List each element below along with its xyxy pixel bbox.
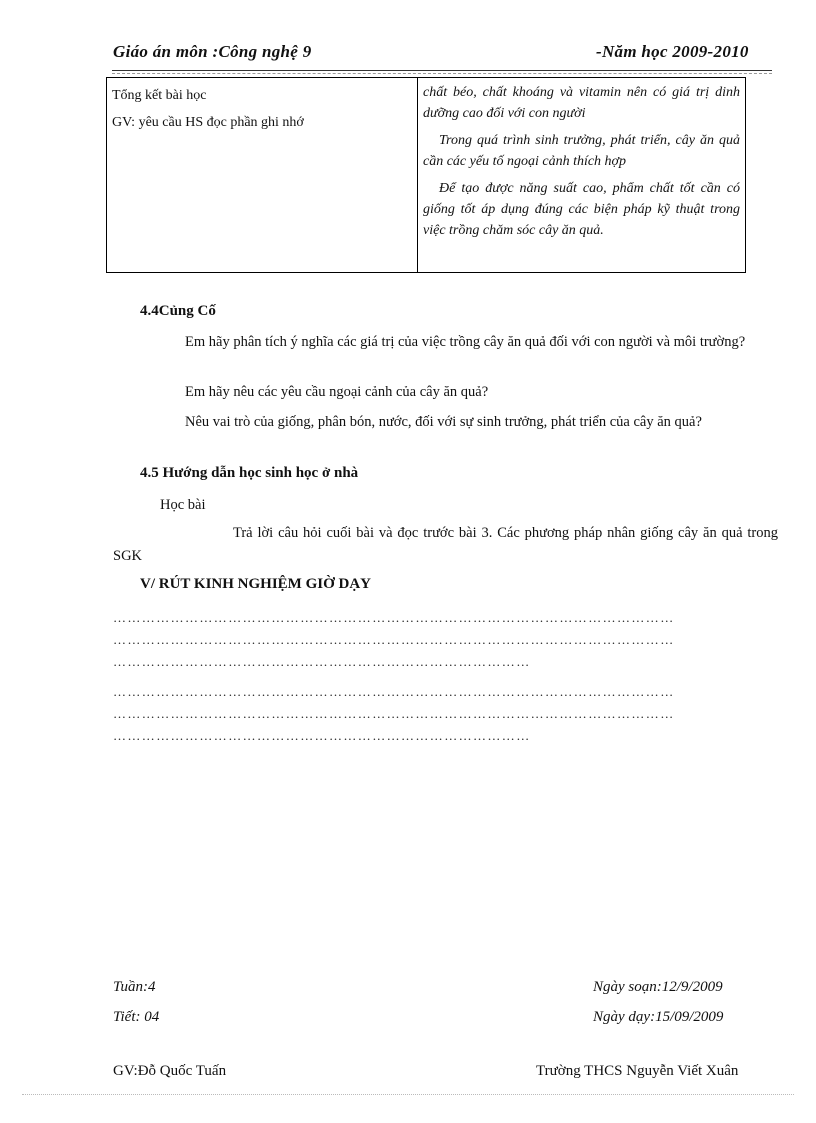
- table-right-cell: [418, 78, 746, 273]
- header-subject: Giáo án môn :Công nghệ 9: [113, 42, 312, 61]
- page-bottom-rule: [22, 1094, 794, 1095]
- section-title-homework: 4.5 Hướng dẫn học sinh học ở nhà: [140, 465, 359, 481]
- homework-line-2: Trả lời câu hỏi cuối bài và đọc trước bài 3. Các phương pháp nhân giống cây ăn quả trong SGK: [113, 525, 778, 564]
- question-1: Em hãy phân tích ý nghĩa các giá trị của việc trồng cây ăn quả đối với con người và môi trường?: [185, 334, 746, 350]
- prep-date: Ngày soạn:12/9/2009: [593, 979, 723, 995]
- dotted-line: ………………………………………………………………………………………………………: [113, 632, 675, 647]
- table-left-line: GV: yêu cầu HS đọc phần ghi nhớ: [112, 115, 304, 130]
- paragraph: [113, 522, 778, 568]
- paragraph: [113, 381, 778, 404]
- lesson-label: Tiết: 04: [113, 1009, 160, 1025]
- table-right-paragraph: chất béo, chất khoáng và vitamin nên có giá trị dinh dưỡng cao đối với con người: [423, 85, 740, 121]
- header-rule: [112, 70, 772, 71]
- question-2: Em hãy nêu các yêu cầu ngoại cảnh của cây ăn quả?: [185, 384, 489, 400]
- dotted-line: ………………………………………………………………………………………………………: [113, 610, 675, 625]
- header-school-year: -Năm học 2009-2010: [596, 42, 749, 61]
- teacher-name: GV:Đỗ Quốc Tuấn: [113, 1063, 227, 1079]
- question-3: Nêu vai trò của giống, phân bón, nước, đối với sự sinh trưởng, phát triển của cây ăn quả?: [185, 414, 702, 430]
- teach-date: Ngày dạy:15/09/2009: [593, 1009, 724, 1025]
- dotted-line: ………………………………………………………………………………………………………: [113, 684, 675, 699]
- paragraph: [113, 411, 778, 434]
- school-name: Trường THCS Nguyễn Viết Xuân: [536, 1063, 739, 1079]
- dotted-line: ……………………………………………………………………………: [113, 728, 531, 743]
- paragraph: [113, 331, 778, 354]
- section-title-experience: V/ RÚT KINH NGHIỆM GIỜ DẠY: [140, 576, 371, 592]
- table-row: [107, 78, 746, 273]
- table-right-paragraph: Trong quá trình sinh trưởng, phát triển, cây ăn quả cần các yếu tố ngoại cảnh thích hợp: [423, 133, 740, 169]
- dotted-line: ……………………………………………………………………………: [113, 654, 531, 669]
- header-rule-dashed: [112, 73, 772, 74]
- table-left-line: Tổng kết bài học: [112, 88, 207, 103]
- week-label: Tuần:4: [113, 979, 156, 995]
- table-right-paragraph: Để tạo được năng suất cao, phẩm chất tốt cần có giống tốt áp dụng đúng các biện pháp kỹ thuật trong việc trồng chăm sóc cây ăn quả.: [423, 181, 740, 238]
- table-left-cell: [107, 78, 418, 273]
- section-title-cung-co: 4.4Củng Cố: [140, 303, 216, 319]
- dotted-line: ………………………………………………………………………………………………………: [113, 706, 675, 721]
- homework-line-1: Học bài: [160, 497, 206, 513]
- lesson-table: [106, 77, 746, 273]
